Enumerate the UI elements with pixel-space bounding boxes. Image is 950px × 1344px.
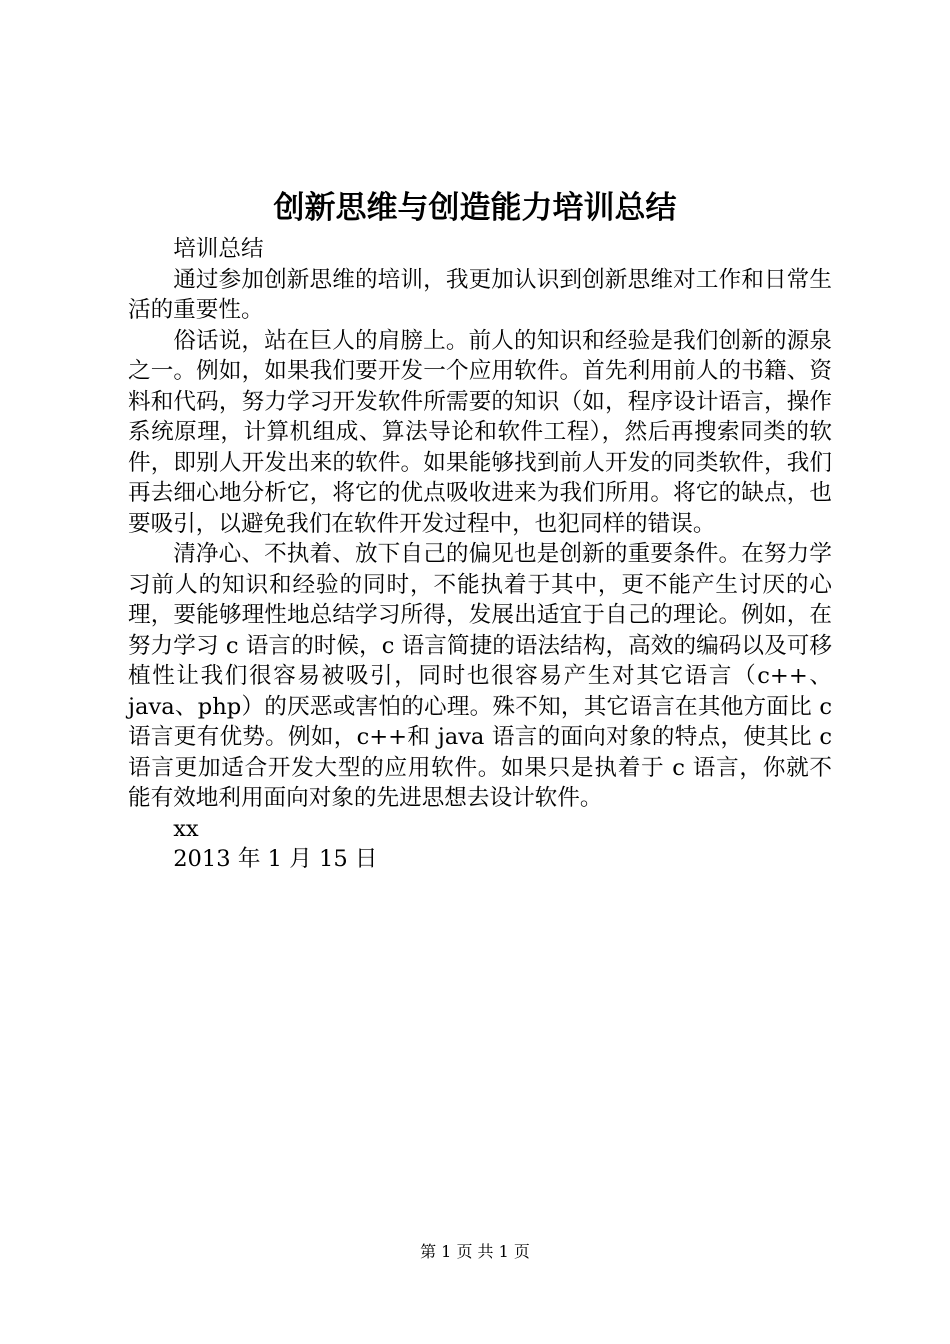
document-body <box>128 234 832 875</box>
paragraph-2: 俗话说，站在巨人的肩膀上。前人的知识和经验是我们创新的源泉之一。例如，如果我们要开发一个应用软件。首先利用前人的书籍、资料和代码，努力学习开发软件所需要的知识（如，程序设计语言，操作系统原理，计算机组成、算法导论和软件工程），然后再搜索同类的软件，即别人开发出来的软件。如果能够找到前人开发的同类软件，我们再去细心地分析它，将它的优点吸收进来为我们所用。将它的缺点，也要吸引，以避免我们在软件开发过程中，也犯同样的错误。 <box>128 327 832 537</box>
signature: xx <box>173 815 199 842</box>
document-title: 创新思维与创造能力培训总结 <box>273 190 677 226</box>
document-subtitle: 培训总结 <box>173 236 264 262</box>
page-footer: 第 1 页 共 1 页 <box>420 1242 530 1261</box>
paragraph-3: 清净心、不执着、放下自己的偏见也是创新的重要条件。在努力学习前人的知识和经验的同时，不能执着于其中，更不能产生讨厌的心理，要能够理性地总结学习所得，发展出适宜于自己的理论。例如，在努力学习 c 语言的时候，c 语言简捷的语法结构，高效的编码以及可移植性让我们很容易被吸引，同时也很容易产生对其它语言（c++、java、php）的厌恶或害怕的心理。殊不知，其它语言在其他方面比 c 语言更有优势。例如，c++和 java 语言的面向对象的特点，使其比 c 语言更加适合开发大型的应用软件。如果只是执着于 c 语言，你就不能有效地利用面向对象的先进思想去设计软件。 <box>128 541 832 811</box>
date: 2013 年 1 月 15 日 <box>173 846 378 872</box>
paragraph-1: 通过参加创新思维的培训，我更加认识到创新思维对工作和日常生活的重要性。 <box>128 266 832 323</box>
